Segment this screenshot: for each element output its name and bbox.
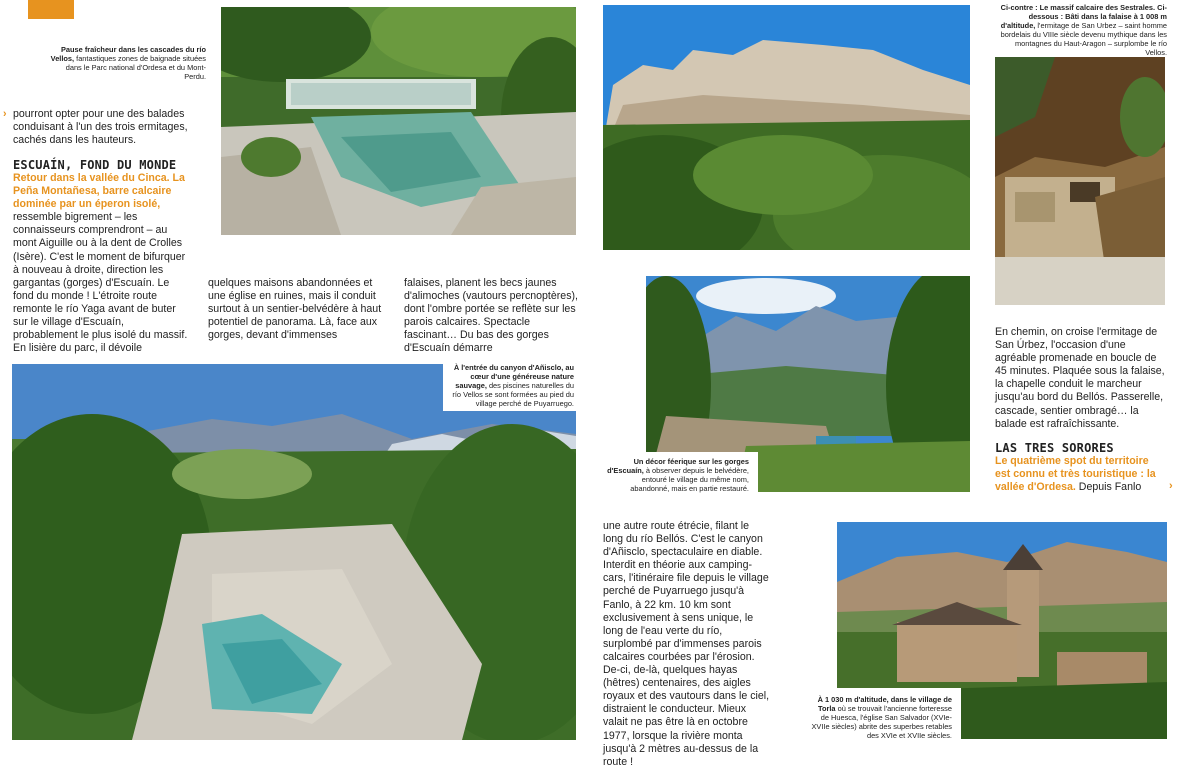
photo-ermitage-san-urbez	[995, 57, 1165, 305]
column-1	[13, 172, 188, 355]
caption-sestrales-rest: l'ermitage de San Urbez – saint homme bordelais du VIIIe siècle devenu mythique dans les montagnes du Haut-Aragon – surplombe le río Vellos.	[1000, 20, 1167, 57]
caption-torla	[808, 696, 952, 741]
caption-sestrales-bold: Ci-contre : Le massif calcaire des Sestrales. Ci-dessous : Bâti dans la falaise à 1 008 m d'altitude,	[1000, 3, 1167, 30]
column-2: quelques maisons abandonnées et une église en ruines, mais il conduit surtout à un sentier-belvédère à haut potentiel de panorama. Là, face aux gorges, devant d'immenses	[208, 277, 382, 342]
section-lead-escuain: Retour dans la vallée du Cinca. La Peña Montañesa, barre calcaire dominée par un éperon isolé,	[13, 172, 185, 211]
caption-cascades-bold: Pause fraîcheur dans les cascades du río Vellos,	[50, 45, 206, 63]
right-section-lead-block	[995, 455, 1165, 494]
photo-cascades-rio-vellos	[221, 7, 576, 235]
caption-torla-bold: À 1 030 m d'altitude, dans le village de Torla	[817, 695, 952, 713]
caption-anisclo	[448, 364, 574, 409]
intro-text-block	[3, 108, 193, 147]
caption-anisclo-rest: des piscines naturelles du río Vellos se sont formées au pied du village perché de Puyarruego.	[452, 380, 574, 408]
orange-tab	[28, 0, 74, 19]
caption-torla-rest: où se trouvait l'ancienne forteresse de Huesca, l'église San Salvador (XVIe-XVIIe siècles) abrite des superbes retables des XVIe et XVIIe siècles.	[811, 703, 952, 740]
photo-canyon-anisclo	[12, 364, 576, 740]
caption-escuain	[602, 458, 749, 494]
center-column-text: une autre route étrécie, filant le long du río Bellós. C'est le canyon d'Añisclo, spectaculaire en diable. Interdit en théorie aux camping-cars, l'itinéraire file depuis le village perché de Puyarruego jusqu'à Fanlo, à 22 km. 10 km sont exclusivement à sens unique, le long de l'eau verte du río, surplombé par d'immenses parois calcaires courbées par l'érosion. De-ci, de-là, quelques hayas (hêtres) centenaires, des aigles royaux et des vautours dans le ciel, distraient le conducteur. Mieux valait ne pas être là en octobre 1977, lorsque la rivière monta jusqu'à 2 mètres au-dessus de la route !	[603, 520, 770, 768]
caption-anisclo-bold: À l'entrée du canyon d'Añisclo, au cœur d'une généreuse nature sauvage,	[453, 363, 574, 390]
caption-escuain-rest: à observer depuis le belvédère, entouré le village du même nom, abandonné, mais en partie restauré.	[630, 465, 749, 493]
photo-massif-sestrales	[603, 5, 970, 250]
section-heading-tres-sorores: LAS TRES SORORES	[995, 441, 1114, 455]
caption-cascades	[50, 46, 206, 82]
intro-text: pourront opter pour une des balades conduisant à l'un des trois ermitages, cachés dans les hauteurs.	[13, 108, 188, 147]
section-lead-tres-sorores: Le quatrième spot du territoire est connu et très touristique : la vallée d'Ordesa.	[995, 455, 1156, 494]
caption-sestrales	[993, 4, 1167, 57]
section-heading-escuain: ESCUAÍN, FOND DU MONDE	[13, 158, 177, 172]
column-3: falaises, planent les becs jaunes d'alimoches (vautours percnoptères), dont l'ombre portée se reflète sur les parois calcaires. Spectacle fascinant… Du bas des gorges d'Escuaín démarre	[404, 277, 578, 355]
caption-escuain-bold: Un décor féerique sur les gorges d'Escuaín,	[607, 457, 749, 475]
right-column-text: En chemin, on croise l'ermitage de San Úrbez, l'occasion d'une agréable promenade en boucle de 45 minutes. Plaquée sous la falaise, la chapelle conduit le marcheur jusqu'au bord du Bellós. Passerelle, cascade, sentier ombragé… la balade est rafraîchissante.	[995, 326, 1165, 430]
caption-cascades-rest: fantastiques zones de baignade situées dans le Parc national d'Ordesa et du Mont-Perdu.	[65, 53, 206, 81]
chevron-right-icon: ›	[1169, 480, 1173, 492]
section-after-lead: Depuis Fanlo	[1075, 481, 1142, 494]
column-1-text: ressemble bigrement – les connaisseurs comprendront – au mont Aiguille ou à la dent de Crolles (Isère). C'est le moment de bifurquer à nouveau à droite, direction les gargantas (gorges) d'Escuaín. Le fond du monde ! L'étroite route remonte le río Yaga avant de buter sur le village d'Escuaín, probablement le plus isolé du massif. En lisière du parc, il dévoile	[13, 211, 188, 355]
chevron-right-icon: ›	[3, 108, 7, 120]
